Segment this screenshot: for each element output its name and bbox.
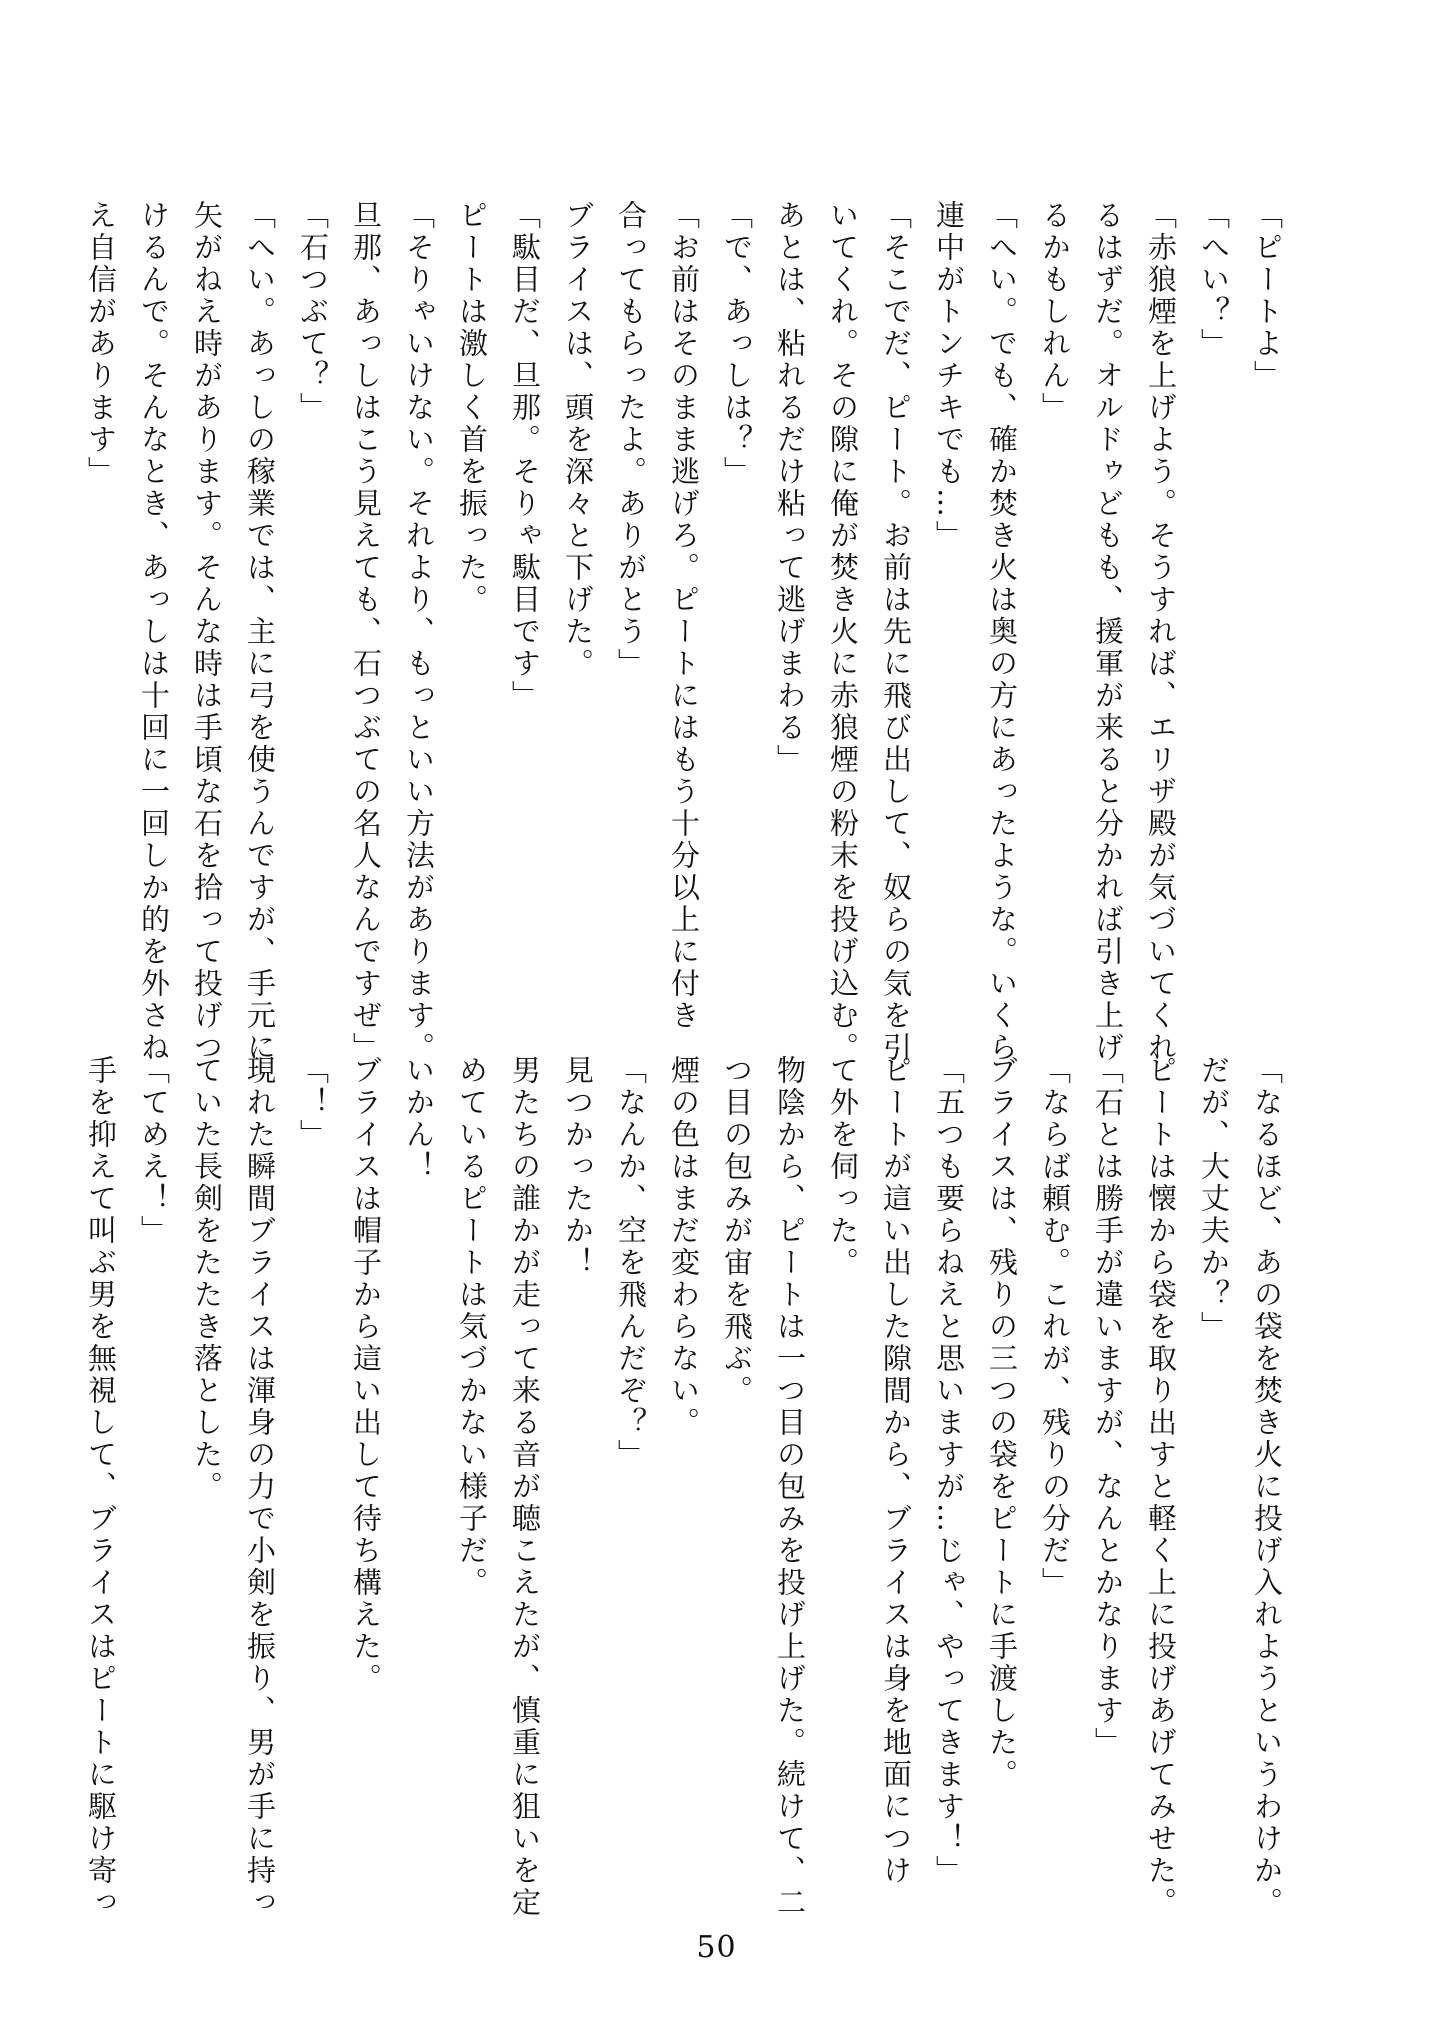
text-line: 連中がトンチキでも…」: [932, 200, 966, 552]
text-line: 現れた瞬間ブライスは渾身の力で小剣を振り、男が手に持っ: [243, 1055, 277, 1919]
text-line: 物陰から、ピートは一つ目の包みを投げ上げた。続けて、二: [773, 1055, 807, 1919]
text-line: ピートが這い出した隙間から、ブライスは身を地面につけ: [879, 1055, 913, 1887]
text-line: 「で、あっしは？」: [720, 200, 754, 488]
text-line: 「なるほど、あの袋を焚き火に投げ入れようというわけか。: [1250, 1055, 1284, 1919]
text-line: 旦那、あっしはこう見えても、石つぶての名人なんですぜ」: [349, 200, 383, 1064]
text-line: 「石とは勝手が違いますが、なんとかなります」: [1091, 1055, 1125, 1759]
text-line: あとは、粘れるだけ粘って逃げまわる」: [773, 200, 807, 776]
text-line: え自信があります」: [84, 200, 118, 488]
text-line: 矢がねえ時があります。そんな時は手頃な石を拾って投げつ: [190, 200, 224, 1064]
text-line: 「五つも要らねえと思いますが…じゃ、やってきます！」: [932, 1055, 966, 1887]
text-line: けるんで。そんなとき、あっしは十回に一回しか的を外さね: [137, 200, 171, 1064]
text-line: 「赤狼煙を上げよう。そうすれば、エリザ殿が気づいてくれ: [1144, 200, 1178, 1064]
text-line: めているピートは気づかない様子だ。: [455, 1055, 489, 1599]
text-line: ピートは懐から袋を取り出すと軽く上に投げあげてみせた。: [1144, 1055, 1178, 1919]
text-line: 「ピートよ」: [1250, 200, 1284, 392]
text-block-upper: [84, 200, 1293, 1064]
text-line: 「へい。あっしの稼業では、主に弓を使うんですが、手元に: [243, 200, 277, 1064]
text-line: ピートは激しく首を振った。: [455, 200, 489, 616]
text-line: ていた長剣をたたき落とした。: [190, 1055, 224, 1503]
text-line: 合ってもらったよ。ありがとう」: [614, 200, 648, 680]
text-line: ブライスは、頭を深々と下げた。: [561, 200, 595, 680]
text-line: 「へい？」: [1197, 200, 1231, 360]
text-line: 「！」: [296, 1055, 330, 1151]
text-line: ブライスは帽子から這い出して待ち構えた。: [349, 1055, 383, 1695]
text-line: 「ならば頼む。これが、残りの分だ」: [1038, 1055, 1072, 1599]
text-line: だが、大丈夫か？」: [1197, 1055, 1231, 1343]
text-line: いかん！: [402, 1055, 436, 1183]
text-line: 「お前はそのまま逃げろ。ピートにはもう十分以上に付き: [667, 200, 701, 1032]
text-line: 手を抑えて叫ぶ男を無視して、ブライスはピートに駆け寄っ: [84, 1055, 118, 1919]
text-line: 「へい。でも、確か焚き火は奥の方にあったような。いくら: [985, 200, 1019, 1064]
text-line: 「てめえ！」: [137, 1055, 171, 1247]
text-line: 「そこでだ、ピート。お前は先に飛び出して、奴らの気を引: [879, 200, 913, 1064]
text-line: 「駄目だ、旦那。そりゃ駄目です」: [508, 200, 542, 712]
text-line: 見つかったか！: [561, 1055, 595, 1279]
text-line: 煙の色はまだ変わらない。: [667, 1055, 701, 1439]
text-block-lower: [84, 1055, 1293, 1919]
text-line: 「なんか、空を飛んだぞ？」: [614, 1055, 648, 1471]
text-line: 男たちの誰かが走って来る音が聴こえたが、慎重に狙いを定: [508, 1055, 542, 1919]
text-line: 「そりゃいけない。それより、もっといい方法があります。: [402, 200, 436, 1064]
text-line: るかもしれん」: [1038, 200, 1072, 424]
text-line: いてくれ。その隙に俺が焚き火に赤狼煙の粉末を投げ込む。: [826, 200, 860, 1064]
text-line: て外を伺った。: [826, 1055, 860, 1279]
text-line: 「石つぶて？」: [296, 200, 330, 424]
text-line: ブライスは、残りの三つの袋をピートに手渡した。: [985, 1055, 1019, 1791]
text-line: るはずだ。オルドゥどもも、援軍が来ると分かれば引き上げ: [1091, 200, 1125, 1064]
page-number: 50: [696, 1930, 737, 1965]
text-line: つ目の包みが宙を飛ぶ。: [720, 1055, 754, 1407]
